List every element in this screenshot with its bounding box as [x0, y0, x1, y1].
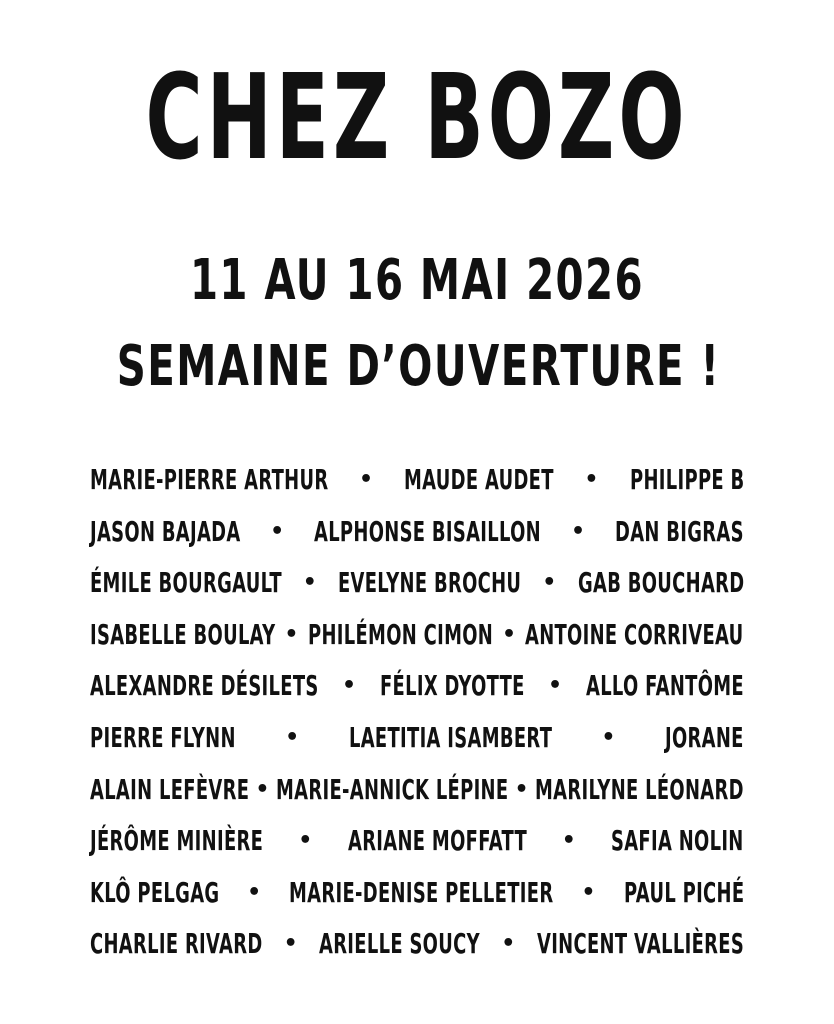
bullet-separator: •	[342, 673, 357, 699]
opening-week-label: SEMAINE D’OUVERTURE !	[116, 334, 721, 399]
artist-name: MARIE-ANNICK LÉPINE	[276, 772, 509, 806]
artist-name: JORANE	[665, 720, 744, 754]
artist-name: DAN BIGRAS	[615, 514, 744, 548]
artist-row	[90, 720, 744, 755]
bullet-separator: •	[501, 621, 517, 647]
artist-name: SAFIA NOLIN	[611, 824, 744, 858]
artist-name: ALLO FANTÔME	[586, 669, 744, 703]
artist-name: KLÔ PELGAG	[90, 875, 220, 909]
bullet-separator: •	[270, 518, 285, 544]
artist-name: MAUDE AUDET	[404, 463, 554, 496]
artist-name: CHARLIE RIVARD	[90, 927, 263, 961]
date-range: 11 AU 16 MAI 2026	[189, 248, 645, 313]
bullet-separator: •	[359, 467, 374, 492]
artist-name: ALAIN LEFÈVRE	[90, 772, 250, 806]
artist-row	[90, 668, 744, 703]
bullet-separator: •	[584, 467, 599, 492]
artist-row	[90, 617, 744, 652]
bullet-separator: •	[302, 570, 318, 596]
artist-name: PAUL PICHÉ	[623, 875, 745, 909]
artist-name: FÉLIX DYOTTE	[379, 669, 525, 703]
bullet-separator: •	[548, 673, 563, 699]
artist-row	[90, 514, 744, 549]
artist-name: ARIELLE SOUCY	[319, 927, 481, 961]
artist-row	[90, 565, 744, 600]
artist-row	[90, 823, 744, 858]
artist-name: MARIE-PIERRE ARTHUR	[90, 463, 329, 496]
bullet-separator: •	[601, 724, 616, 750]
bullet-separator: •	[570, 518, 586, 544]
bullet-separator: •	[283, 931, 299, 957]
bullet-separator: •	[514, 776, 530, 802]
bullet-separator: •	[247, 879, 262, 905]
artist-name: PIERRE FLYNN	[90, 720, 236, 754]
poster-title: CHEZ BOZO	[145, 48, 689, 186]
artist-row	[90, 875, 744, 910]
artist-row	[90, 462, 744, 497]
artist-name: ANTOINE CORRIVEAU	[525, 617, 744, 651]
artist-name: LAETITIA ISAMBERT	[348, 720, 553, 754]
artist-row	[90, 772, 744, 807]
artist-name: PHILÉMON CIMON	[307, 617, 494, 651]
bullet-separator: •	[561, 828, 577, 854]
bullet-separator: •	[581, 879, 596, 905]
artist-name: VINCENT VALLIÈRES	[536, 927, 744, 961]
bullet-separator: •	[542, 570, 557, 596]
bullet-separator: •	[501, 931, 516, 957]
artist-name: MARILYNE LÉONARD	[535, 772, 745, 806]
artist-name: ALPHONSE BISAILLON	[314, 514, 542, 548]
artist-name: ÉMILE BOURGAULT	[90, 566, 282, 600]
artist-name: GAB BOUCHARD	[577, 566, 744, 600]
artist-list	[90, 462, 744, 978]
bullet-separator: •	[298, 828, 313, 854]
bullet-separator: •	[284, 621, 299, 647]
artist-name: EVELYNE BROCHU	[338, 566, 522, 600]
artist-name: ISABELLE BOULAY	[90, 617, 276, 651]
bullet-separator: •	[285, 724, 300, 750]
artist-name: JASON BAJADA	[90, 514, 241, 548]
artist-name: JÉRÔME MINIÈRE	[90, 824, 264, 858]
artist-name: ARIANE MOFFATT	[347, 824, 527, 858]
artist-name: ALEXANDRE DÉSILETS	[90, 669, 319, 703]
artist-row	[90, 926, 744, 961]
artist-name: MARIE-DENISE PELLETIER	[289, 875, 554, 909]
artist-name: PHILIPPE B	[629, 463, 744, 496]
bullet-separator: •	[255, 776, 270, 802]
